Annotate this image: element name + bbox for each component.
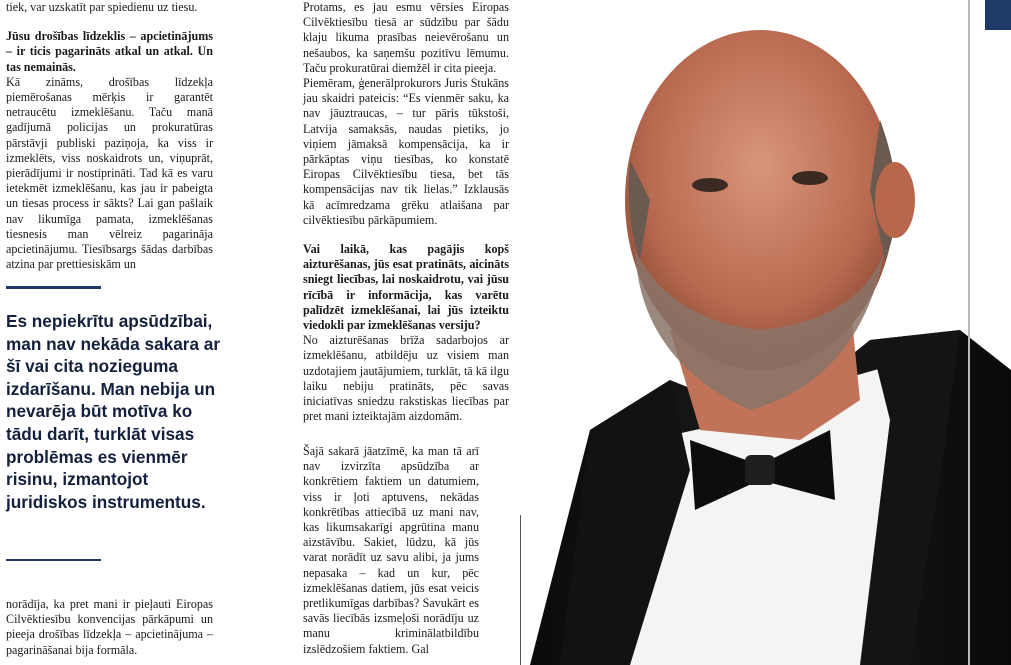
paragraph-2-1: Protams, es jau esmu vērsies Eiropas Cilvēktiesību tiesā ar sūdzību par šādu klaju likuma prasības neievērošanu un nešaubos, ka saņemšu pozitīvu lēmumu. Taču prokuratūrai diemžēl ir cita pieeja. [303, 0, 509, 75]
question-2: Vai laikā, kas pagājis kopš aizturēšanas, jūs esat pratināts, aicināts sniegt liecības, lai noskaidrotu, vai jūsu rīcībā ir informācija, kas varētu palīdzēt izmeklēšanai, lai jūs izteiktu viedokli par izmeklēšanas versiju? [303, 242, 509, 333]
question-1: Jūsu drošības līdzeklis – apcietinājums – ir ticis pagarināts atkal un atkal. Un tas nemainās. [6, 29, 213, 74]
answer-1: Kā zināms, drošības līdzekļa piemērošanas mērķis ir garantēt netraucētu izmeklēšanu. Taču manā gadījumā policijas un prokuratūras pārstāvji publiski paziņoja, ka viss ir izmeklēts, viss noskaidrots un, viņuprāt, pierādījumi ir nostiprināti. Tad kā es varu ietekmēt izmeklēšanu, kas jau ir pabeigta un tiesas process ir sākts? Lai gan pašlaik nav likumīga pamata, izmeklēšanas tiesnesis man vēlreiz pagarināja apcietinājumu. Tiesībsargs šādas darbības atzina par prettiesiskām un [6, 74, 213, 272]
column-divider [968, 0, 970, 665]
article-column-2-narrow [303, 444, 479, 657]
article-column-1 [6, 0, 213, 272]
portrait-photo [440, 0, 1011, 665]
paragraph-2-2: Piemēram, ģenerālprokurors Juris Stukāns jau skaidri pateicis: “Es vienmēr saku, ka nav jāuztraucas, – tur pāris tūkstoši, Latvija samaksās, naudas pietiks, jo viņiem jāmaksā kompensācija, ka ir pārkāptas viņu tiesības, ko konstatē Eiropas Cilvēktiesību tiesa, bet tās kompensācijas nav tik lielas.” Izklausās kā acīmredzama grēku atlaišana par cilvēktiesību pārkāpumiem. [303, 76, 509, 227]
pullquote-rule-bottom [6, 559, 101, 561]
article-column-2 [303, 0, 509, 424]
article-column-1-bottom [6, 597, 213, 658]
answer-2-continued: Šajā sakarā jāatzīmē, ka man tā arī nav izvirzīta apsūdzība ar konkrētiem faktiem un datumiem, viss ir ļoti aptuvens, nekādas konkrētības attiecībā uz mani nav, kas likumsakarīgi apgrūtina manu aizstāvību. Sakiet, lūdzu, kā jūs varat norādīt uz savu alibi, ja jums nepasaka – kad un kur, pēc izmeklēšanas datiem, jūs esat veicis pretlikumīgas darbības? Savukārt es savās liecībās izsmeļoši norādīju uz manu kriminālatbildību izslēdzošiem faktiem. Gal [303, 444, 479, 656]
answer-1-continued: norādīja, ka pret mani ir pieļauti Eiropas Cilvēktiesību konvencijas pārkāpumi un pieeja drošības līdzekļa – apcietinājuma – pagarināšanai bija formāla. [6, 597, 213, 657]
pullquote: Es nepiekrītu apsūdzībai, man nav nekāda sakara ar šī vai cita nozieguma izdarīšanu. Man nebija un nevarēja būt motīva ko tādu darīt, turklāt visas problēmas es vienmēr risinu, izmantojot juridiskos instrumentus. [6, 311, 221, 512]
answer-2: No aizturēšanas brīža sadarbojos ar izmeklēšanu, atbildēju uz visiem man uzdotajiem jautājumiem, turklāt, tā kā ilgu laiku nebiju pratināts, pēc savas iniciatīvas sniedzu rakstiskas liecības par pret mani izteiktajām aizdomām. [303, 333, 509, 424]
column-divider-small [520, 515, 521, 665]
pullquote-rule-top [6, 286, 101, 289]
paragraph-top: tiek, var uzskatīt par spiedienu uz tiesu. [6, 0, 198, 14]
